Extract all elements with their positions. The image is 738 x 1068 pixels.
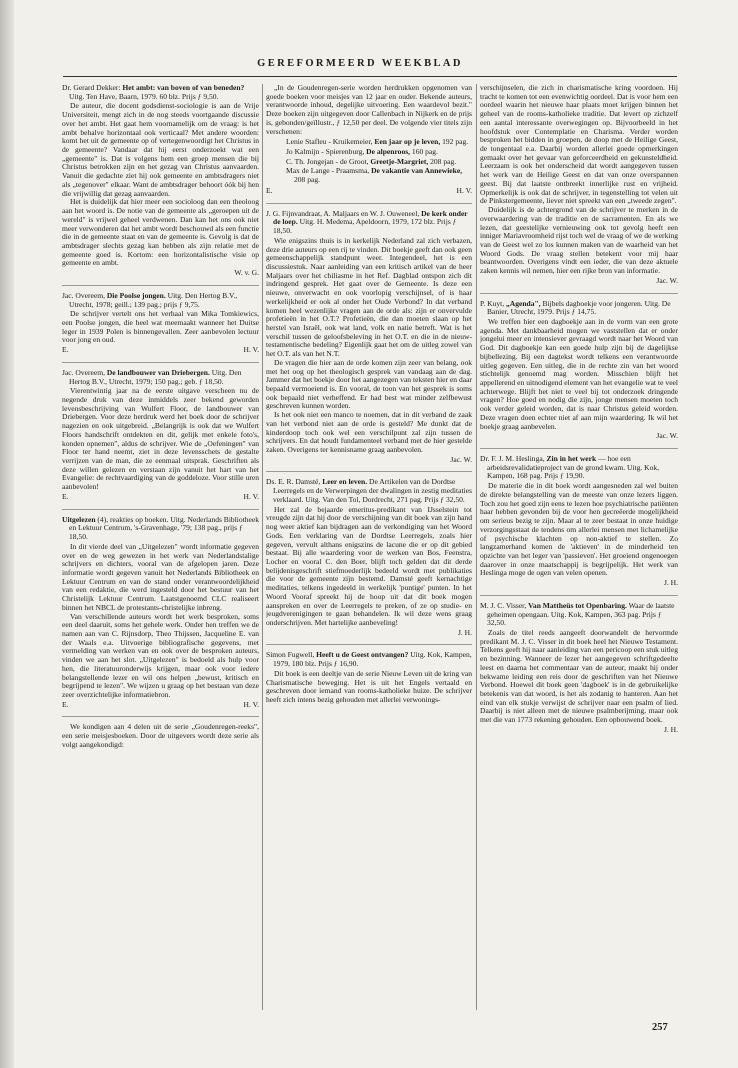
- divider: [62, 285, 259, 286]
- reviewer-signature: J. H.: [663, 724, 678, 734]
- paragraph: We treffen hier een dagboekje aan in de vorm van een grote agenda. Met dankbaarheid mogen we vaststellen dat er onder jongelui meer en intensiever gevraagd wordt naar het Woord van God. Dit dagboekje kan een goede hulp zijn bij de dagelijkse bijbellezing. Bij een dagtekst wordt telkens een verantwoorde uitleg gegeven. Een uitleg, die in de rechte zin van het woord stichtelijk genoemd mag worden. Misschien blijft het appellerend en uitnodigend element van het evangelie wat te veel achterwege. Blijft het niet te veel bij tot onderzoek dringende vragen? Hoe goed en nodig die zijn, jonge mensen moeten toch ook verder geleid worden, dat is naar Christus geleid worden. Deze vragen doen echter niet af aan mijn waardering. Ik wil het boekje graag aanbevelen.: [480, 316, 678, 431]
- book-entry: Jo Kalmijn - Spierenburg, De alpenroos, 160 pag.: [286, 147, 438, 157]
- book-title: Zin in het werk: [546, 454, 597, 464]
- reviewer-signature: Jac. W.: [656, 275, 678, 285]
- review-leer-en-leven: [266, 478, 472, 637]
- paragraph: We kondigen aan 4 delen uit de serie „Goudenregen-reeks", een serie meisjesboeken. Door de uitgevers wordt deze serie als volgt aangekondigd:: [62, 722, 259, 749]
- scan-edge: [0, 0, 14, 1068]
- review-mattheus-openbaring: [480, 602, 678, 735]
- book-entry: Max de Lange - Praamsma, De vakantie van Annewieke, 208 pag.: [286, 166, 463, 185]
- review-header: J. G. Fijnvandraat, A. Maljaars en W. J. Ouweneel, De kerk onder de loep. Uitg. H. Medema, Apeldoorn, 1979, 172 blz. Prijs ƒ 18,50.: [266, 208, 468, 236]
- review-goudenregen: [266, 84, 472, 196]
- review-het-ambt: [62, 84, 259, 278]
- paragraph: Het zal de bejaarde emeritus-predikant van IJsselstein tot vreugde zijn dat hij door de verschijning van dit boek van zijn hand nog weer aktief kan bijdragen aan de verkondiging van het Woord Gods. Een verklaring van de Dordtse Leerregels, zoals hier gegeven, vervult althans enigszins de lacune die er op dit gebied bestaat. Bij alle waardering voor de werken van Bos, Feenstra, Locher en vooral C. den Boer, blijft toch gelden dat dit derde belijdenisgeschrift stiefmoederlijk bedeeld wordt met publikaties die voor de gemeente zijn bestemd. Damsté geeft kernachtige meditaties, telkens ingedeeld in werkelijk 'puntige' punten. In het Woord Vooraf spreekt hij de hoop uit dat dit boek mogen aanspreken en over de Leerregels te preken, of ze op studie- en jeugdverenigingen te gaan behandelen. Ik wil deze wens graag onderschrijven. Met hartelijke aanbeveling!: [266, 504, 472, 627]
- divider: [266, 203, 472, 204]
- column-rule: [262, 84, 263, 1010]
- review-header: Simon Fugwell, Heeft u de Geest ontvangen? Uitg. Kok, Kampen, 1979, 180 blz. Prijs ƒ 16,90.: [266, 650, 472, 669]
- review-header: Dr. Gerard Dekker: Het ambt: van boven of van beneden? Uitg. Ten Have, Baarn, 1979. 60 blz. Prijs ƒ 9,50.: [62, 84, 245, 101]
- review-header: Jac. Overeem, Die Poolse jongen. Uitg. Den Hertog B.V., Utrecht, 1978; geill.; 139 pag.; prijs ƒ 9,75.: [62, 290, 238, 309]
- reviewer-signature: E. H. V.: [266, 185, 472, 195]
- paragraph: Dit boek is een deeltje van de serie Nieuw Leven uit de kring van Charismatische beweging. Het is uit het Engels vertaald en geschreven door iemand van rooms-katholieke huize. De schrijver heeft zich intens bezig gehouden met allerlei verwonings-: [266, 668, 472, 704]
- page-number: 257: [652, 1022, 668, 1033]
- review-goudenregen-intro: [62, 723, 259, 749]
- paragraph: Van verschillende auteurs wordt het werk besproken, soms een deel daaruit, soms het gehele werk. Onder hen treffen we de namen aan van C. Rijnsdorp, Theo Thijssen, Jacqueline E. van der Waals e.a. Uitvoerige bibliografische gegevens, met vermelding van werken van en ook over de besproken auteurs, vinden we aan het slot. „Uitgelezen" is bedoeld als hulp voor hen, die literatuuronderwijs krijgen, maar ook voor iedere belangstellende lezer en wil ons helpen „bewust, kritisch en begrijpend te lezen". We wijzen u graag op het bestaan van deze zeer overzichtelijke informatiebron.: [62, 611, 259, 699]
- review-zin-in-het-werk: [480, 455, 678, 588]
- reviewer-signature: J. H.: [457, 627, 472, 637]
- book-list: [266, 138, 472, 185]
- review-agenda: [480, 300, 678, 442]
- divider: [480, 293, 678, 294]
- paragraph: De schrijver vertelt ons het verhaal van Mika Tomkiewics, een Poolse jongen, die heel wat meemaakt wanneer het Duitse leger in 1939 Polen is binnengevallen. Zeer aanbevolen lectuur voor jong en oud.: [62, 309, 259, 345]
- paragraph: Is het ook niet een manco te noemen, dat in dit verband de zaak van het verbond niet aan de orde is gesteld? Me dunkt dat de kinderdoop toch ook wel een verschilpunt zal zijn tussen de schrijvers. En dat houdt fundamenteel verband met de hier gestelde zaken. Overigens ter kennisname graag aanbevolen.: [266, 410, 472, 455]
- review-geest-continued: [480, 84, 678, 286]
- review-header: Dr. F. J. M. Heslinga, Zin in het werk — hoe een arbeidsrevalidatieproject van de grond kwam. Uitg. Kok, Kampen, 168 pag. Prijs ƒ 19,90.: [480, 454, 660, 481]
- paragraph: Zoals de titel reeds aangeeft doorwandelt de hervormde predikant M. J. C. Visser in dit boek heel het Nieuwe Testament. Telkens geeft hij naar aanleiding van een pericoop een stuk uitleg en bezinning. Wanneer de lezer het aangegeven schriftgedeelte leest en daarna het commentaar van de auteur, maakt hij onder bekwame leiding een reis door de geschriften van het Nieuwe Verbond. Hoewel dit boek geen 'dagboek' is in de gebruikelijke betekenis van dat woord, is het als zodanig te hanteren. Aan het eind van elk stukje verwijst de schrijver naar een psalm of lied. Daarbij is niet alleen met de nieuwe psalmberijming, maar ook met die van 1773 rekening gehouden. Een opbouwend boek.: [480, 627, 678, 725]
- book-title: „Agenda",: [506, 298, 541, 308]
- paragraph: In dit vierde deel van „Uitgelezen" wordt informatie gegeven over en de weg gewezen in het werk van Nederlandstalige schrijvers en dichters, vooral van de afgelopen jaren. Deze informatie wordt gegeven vanuit het Nederlands Bibliotheek en Lektuur Centrum en van de stand onder verantwoordelijkheid van een redaktie, die werd ingesteld door het bestuur van het Christelijk Lektuur Centrum. Laatstgenoemd CLC realiseert binnen het NBCL de protestants-christelijke inbreng.: [62, 541, 259, 612]
- divider: [62, 716, 259, 717]
- book-title: De landbouwer van Driebergen.: [106, 367, 210, 377]
- header-rule: [63, 76, 677, 77]
- review-header: Jac. Overeem, De landbouwer van Driebergen. Uitg. Den Hertog B.V., Utrecht, 1979; 150 pag.; geb. ƒ 18,50.: [62, 367, 242, 386]
- reviewer-signature: E. H. V.: [62, 491, 259, 501]
- paragraph: Vierentwintig jaar na de eerste uitgave verscheen nu de negende druk van deze inmiddels zeer bekend geworden levensbeschrijving van Wulfert Floor, de landbouwer van Driebergen. Voor deze herdruk werd het boek door de schrijver nagezien en ook uitgebreid. „Belangrijk is ook dat we Wulfert Floors handschrift ontdekten en dit, gelijk met enkele foto's, konden opnemen", aldus de schrijver. Wie de „Oefeningen" van Floor ter hand neemt, ziet in deze levensschets de gestalte verrijzen van de man, die ze eenmaal uitsprak. Geschriften als deze willen gelezen en verstaan zijn vanuit het hart van het Evangelie: de rechtvaardiging van de goddeloze. Voor stille uren aanbevolen!: [62, 386, 259, 492]
- paragraph: De materie die in dit boek wordt aangesneden zal wel buiten de direkte belangstelling van de meeste van onze lezers liggen. Toch zou het goed zijn eens te lezen hoe psychiatrische patiënten haar hebben gevonden bij de voor hen gecreëerde mogelijkheid om serieus bezig te zijn. Maar al te zeer bestaat in onze huidige verzorgingsstaat de tendens om allerlei mensen met lichamelijke of psychische klachten op non-aktief te stellen. Zo langzamerhand komen de 'aktieven' in de minderheid ten opzichte van het leger van 'passieven'. Het groeiend ongenoegen daarover in onze maatschappij is begrijpelijk. Het werk van Heslinga moge de ogen van velen openen.: [480, 481, 678, 578]
- divider: [480, 595, 678, 596]
- review-landbouwer: [62, 369, 259, 502]
- book-title: Leer en leven.: [322, 477, 368, 487]
- divider: [266, 644, 472, 645]
- review-header: P. Kuyt, „Agenda", Bijbels dagboekje voor jongeren. Uitg. De Banier, Utrecht, 1979. Prijs ƒ 14,75.: [480, 298, 671, 317]
- book-title: Heeft u de Geest ontvangen?: [316, 650, 409, 660]
- review-header: Ds. E. R. Damsté, Leer en leven. De Artikelen van de Dordtse Leerregels en de Verwerpingen der dwalingen in zestig meditaties verklaard. Uitg. Van den Tol, Dordrecht, 271 pag. Prijs ƒ 32,50.: [266, 477, 472, 504]
- column-rule: [476, 84, 477, 1010]
- review-header: Uitgelezen (4), reakties op boeken. Uitg. Nederlands Bibliotheek en Lektuur Centrum, 's-Gravenhage, '79; 138 pag., prijs ƒ 18,50.: [62, 514, 259, 542]
- divider: [62, 362, 259, 363]
- reviewer-signature: W. v. G.: [234, 268, 259, 278]
- masthead: GEREFORMEERD WEEKBLAD: [257, 58, 463, 69]
- book-title: Uitgelezen: [62, 514, 96, 524]
- review-kerk-onder-de-loep: [266, 210, 472, 465]
- review-heeft-u-de-geest: [266, 651, 472, 704]
- reviewer-signature: E. H. V.: [62, 345, 259, 355]
- divider: [62, 509, 259, 510]
- review-uitgelezen: [62, 516, 259, 710]
- book-title: Die Poolse jongen.: [106, 290, 166, 300]
- book-entry: C. Th. Jongejan - de Groot, Greetje-Margriet, 208 pag.: [286, 156, 457, 166]
- divider: [266, 471, 472, 472]
- paragraph: Het is duidelijk dat hier meer een socioloog dan een theoloog aan het woord is. De notie van de gemeente als „geroepen uit de wereld" is vrijwel geheel verdwenen. Dan kan het ons ook niet meer verwonderen dat het ambt wordt beschouwd als een functie die in de gemeente staat en van de gemeente is. Gevolg is dat de ambtsdrager slechts gezag kan hebben als zijn relatie met de gemeente goed is. Kortom: een horizontalistische visie op gemeente en ambt.: [62, 197, 259, 268]
- divider: [480, 448, 678, 449]
- paragraph: „In de Goudenregen-serie worden herdrukken opgenomen van goede boeken voor meisjes van 12 jaar en ouder. Bekende auteurs, verantwoorde inhoud, degelijke uitvoering. Een waardevol bezit." Deze boeken zijn uitgegeven door Callenbach in Nijkerk en de prijs is, gebonden/geïllustr., ƒ 12,50 per deel. De volgende vier titels zijn verschenen:: [266, 84, 472, 136]
- review-header: M. J. C. Visser, Van Mattheüs tot Openbaring. Waar de laatste geheimen opengaan. Uitg. Kok, Kampen, 363 pag. Prijs ƒ 32,50.: [480, 600, 675, 628]
- paragraph: De vragen die hier aan de orde komen zijn zeer van belang, ook met het oog op het theologisch gesprek van vandaag aan de dag. Jammer dat het boekje door het aangezegen van teksten hier en daar bepaald vermoeiend is. En vooral, de toon van het gesprek is soms ook bepaald niet verheffend. Er had best wat minder zelfbewust geschreven kunnen worden.: [266, 357, 472, 411]
- book-title: Van Mattheüs tot Openbaring.: [528, 600, 627, 610]
- reviewer-signature: Jac. W.: [450, 454, 472, 464]
- column-3: [480, 84, 678, 1010]
- reviewer-signature: E. H. V.: [62, 699, 259, 709]
- column-2: [266, 84, 472, 1010]
- paragraph: Wie enigszins thuis is in kerkelijk Nederland zal zich verbazen, deze drie auteurs op een rij te vinden. Dit boekje geeft dan ook geen gemeenschappelijk standpunt weer. Integendeel, het is een discussiestuk. Naar aanleiding van een kritisch artikel van de heer Maljaars over het chiliasme in het Ref. Dagblad ontspon zich dit indringend gesprek. Het gaat over de Gemeente. Is deze een nieuwe, onverwacht en ook voorlopig verschijnsel, of is haar werkelijkheid er ook al onder het Oude Verbond? In dat verband komen heel wezenlijke vragen aan de orde als: zijn er onvervulde profetieën in het O.T.? Profetieën, die dan moeten slaan op het herstel van Israël, ook wat land, volk en natie betreft. Wat is het verschil tussen de geloofsbeleving in het O.T. en die in de nieuw-testamentische bedeling? Eigenlijk gaat het om de uitleg zowel van het O.T. als van het N.T.: [266, 235, 472, 359]
- review-poolse-jongen: [62, 292, 259, 355]
- book-entry: Lenie Stafleu - Kruikemeier, Een jaar op je leven, 192 pag.: [286, 137, 469, 147]
- book-title: Het ambt: van boven of van beneden?: [122, 84, 245, 92]
- paragraph: verschijnselen, die zich in charismatische kring voordoen. Hij tracht te komen tot een evenwichtig oordeel. Dat is voor hem een oordeel waarin het nieuwe haar plaats moet krijgen binnen het geheel van de rooms-katholieke traditie. Dat levert op zichzelf een aantal interessante overwegingen op. Bijvoorbeeld in het hoofdstuk over Contemplatie en Charisma. Verder worden besproken het bidden in groepen, de doop met de Heilige Geest, de tongentaal e.a. Daarbij worden allerlei goede opmerkingen gemaakt over het gevaar van geforceerdheid en gekunsteldheid. Leerzaam is ook het onderscheid dat wordt aangegeven tussen het werk van de Heilige Geest en dat van onze overspannen geest. Bij dat laatste ontbreekt innerlijke rust en vrijheid. Opmerkelijk is ook dat de schrijver, in tegenstelling tot velen uit de Pinkstergemeente, liever niet spreekt van een „tweede zegen".: [480, 84, 678, 206]
- reviewer-signature: J. H.: [663, 578, 678, 588]
- column-1: [62, 84, 259, 1010]
- paragraph: De auteur, die docent godsdienst-sociologie is aan de Vrije Universiteit, mengt zich in de nog steeds voortgaande discussie over het ambt. Het gaat hem voornamelijk om de vraag: is het ambt behalve horizontaal ook verticaal? Met andere woorden: komt het uit de gemeente op of vertegenwoordigt het Christus in de gemeente? Vandaar dat hij eerst onderzoekt wat een „gemeente" is. Dat is volgens hem een groep mensen die bij Christus betrokken zijn en het gezag van Christus aanvaarden. Vanuit die gedachte ziet hij ook gemeente en ambtsdragers niet als „tegenover" elkaar. Want de ambtsdrager behoort óók bij hen die vrijwillig dat gezag aanvaarden.: [62, 101, 259, 198]
- paragraph: Duidelijk is de achtergrond van de schrijver te merken in de overwaardering van de traditie en de sacramenten. En als we lezen, dat geestelijke vernieuwing ook tot gevolg heeft een inniger Mariavroomheid rijst toch wel de vraag of we de werking van de Geest wel zo los kunnen maken van de waarheid van het Woord Gods. De vraag stellen betekent voor mij haar beantwoorden. Overigens vindt een ieder, die van deze aktuele zaken kennis wil nemen, hier een rijke bron van informatie.: [480, 205, 678, 276]
- book-title: De kerk onder de loep.: [273, 208, 468, 227]
- reviewer-signature: Jac. W.: [656, 431, 678, 441]
